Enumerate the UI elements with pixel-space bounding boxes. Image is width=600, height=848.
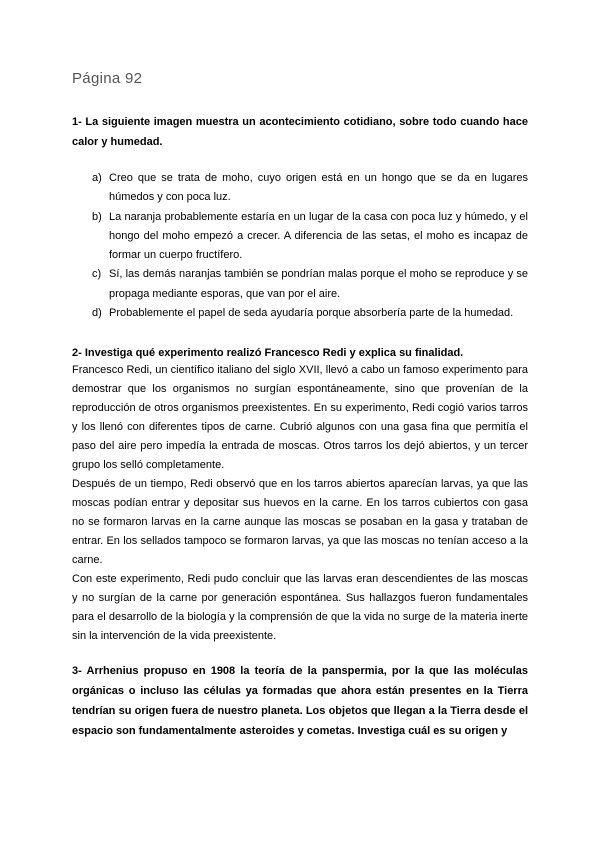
question-2: 2- Investiga qué experimento realizó Francesco Redi y explica su finalidad.	[72, 347, 464, 359]
answer-d	[92, 304, 528, 323]
answer-marker: b)	[92, 210, 102, 223]
answer-2	[72, 361, 528, 646]
answer-text: Creo que se trata de moho, cuyo origen está en un hongo que se da en lugares húmedos y con poca luz.	[109, 172, 528, 204]
answer-marker: a)	[92, 172, 102, 184]
answer-text: Probablemente el papel de seda ayudaría porque absorbería parte de la humedad.	[109, 307, 514, 320]
paragraph: Con este experimento, Redi pudo concluir que las larvas eran descendientes de las moscas y no surgían de la carne por generación espontánea. Sus hallazgos fueron fundamentales para el desarrollo de la biología y la comprensión de que la vida no surge de la materia inerte sin la intervención de la vida preexistente.	[72, 573, 528, 642]
page-title: Página 92	[72, 70, 143, 87]
question-1: 1- La siguiente imagen muestra un acontecimiento cotidiano, sobre todo cuando hace calor y humedad.	[72, 116, 528, 148]
answer-a	[92, 169, 528, 208]
paragraph: Francesco Redi, un científico italiano del siglo XVII, llevó a cabo un famoso experimento para demostrar que los organismos no surgían espontáneamente, sino que provenían de la reproducción de otros organismos preexistentes. En su experimento, Redi cogió varios tarros y los llenó con diferentes tipos de carne. Cubrió algunos con una gasa fina que permitía el paso del aire pero impedía la entrada de moscas. Otros tarros los dejó abiertos, y un tercer grupo los selló completamente.	[72, 364, 528, 471]
answer-text: La naranja probablemente estaría en un lugar de la casa con poca luz y húmedo, y el hongo del moho empezó a crecer. A diferencia de las setas, el moho es incapaz de formar un cuerpo fructífero.	[109, 210, 528, 262]
answer-c	[92, 265, 528, 304]
question-3: 3- Arrhenius propuso en 1908 la teoría de la panspermia, por la que las moléculas orgánicas o incluso las células ya formadas que ahora están presentes en la Tierra tendrían su origen fuera de nuestro planeta. Los objetos que llegan a la Tierra desde el espacio son fundamentalmente asteroides y cometas. Investiga cuál es su origen y	[72, 665, 528, 737]
answer-b	[92, 208, 528, 266]
answer-marker: c)	[92, 268, 102, 281]
paragraph: Después de un tiempo, Redi observó que en los tarros abiertos aparecían larvas, ya que las moscas podían entrar y depositar sus huevos en la carne. En los tarros cubiertos con gasa no se formaron larvas en la carne aunque las moscas se posaban en la gasa y trataban de entrar. En los sellados tampoco se formaron larvas, ya que las moscas no tenían acceso a la carne.	[72, 478, 528, 566]
answer-marker: d)	[92, 307, 102, 320]
answer-list-1	[92, 169, 528, 323]
answer-text: Sí, las demás naranjas también se pondrían malas porque el moho se reproduce y se propaga mediante esporas, que van por el aire.	[109, 268, 528, 300]
